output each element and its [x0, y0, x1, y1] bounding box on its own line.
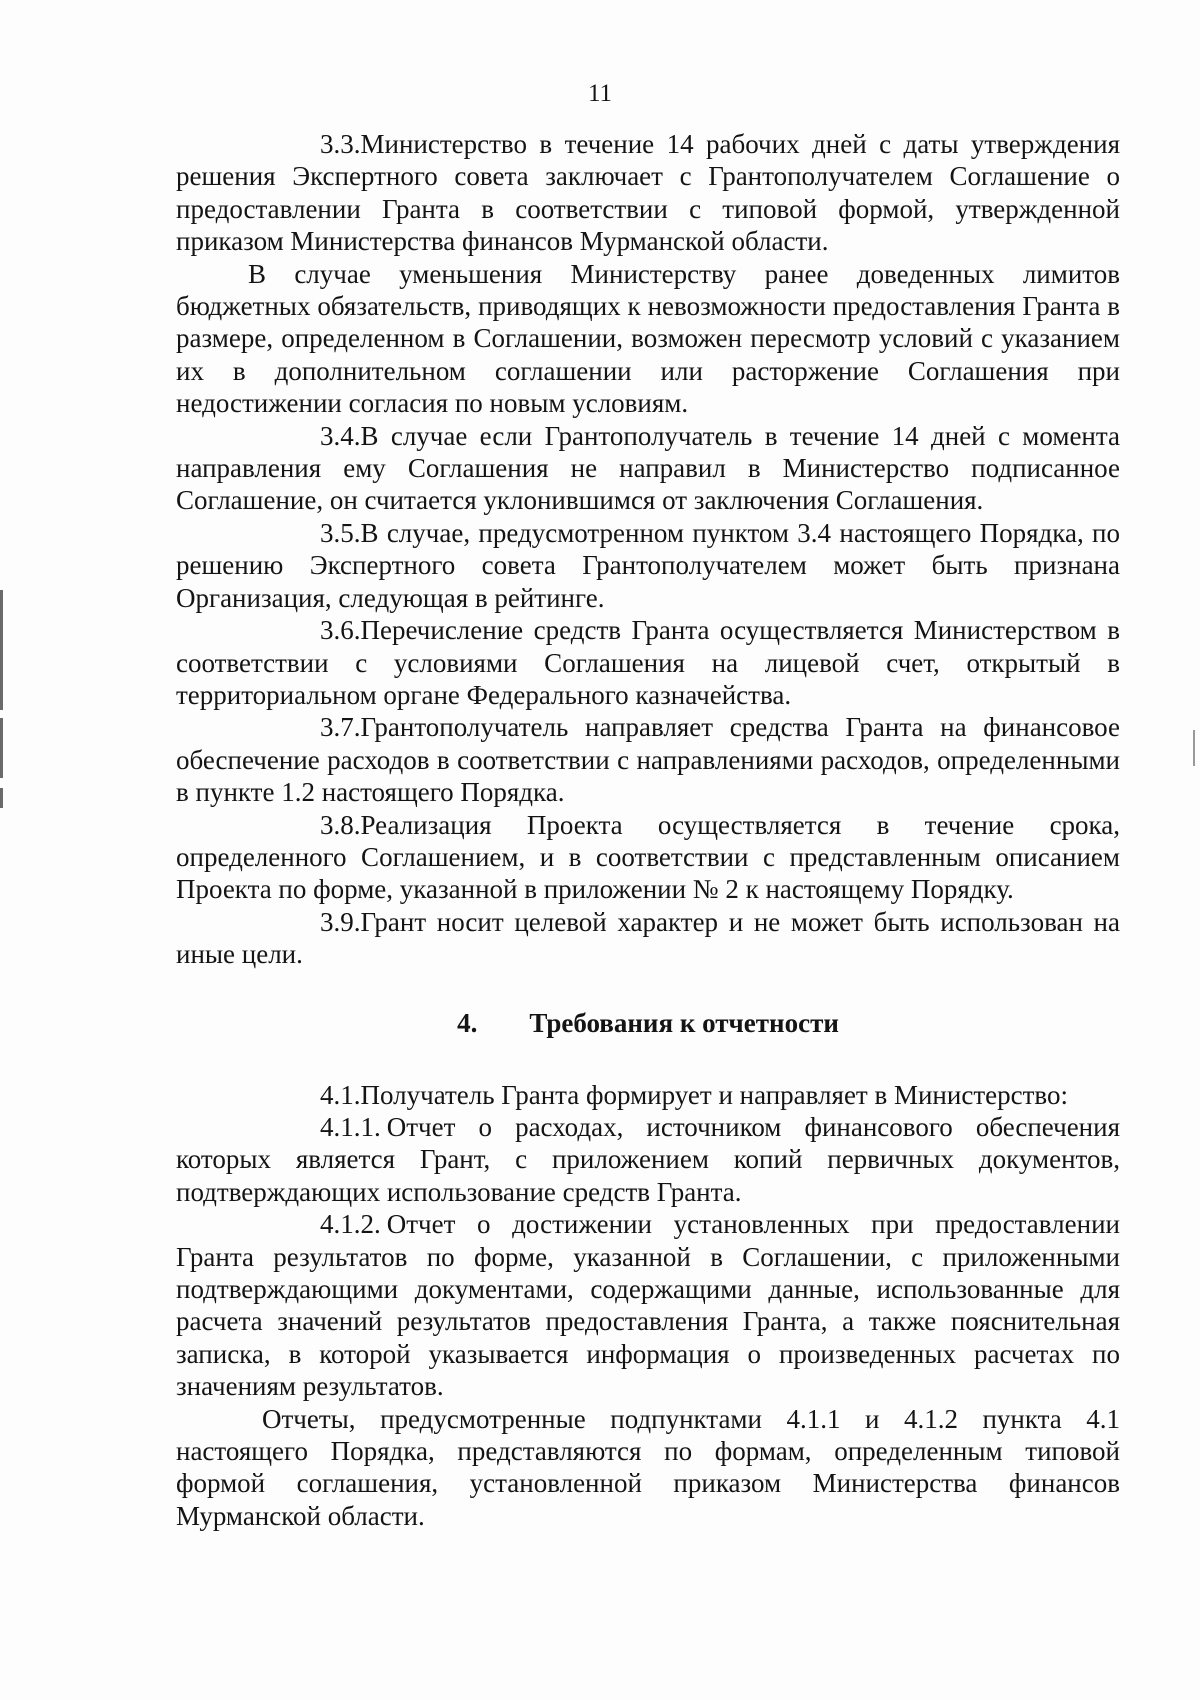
clause-3-4 [176, 420, 1120, 517]
clause-3-9 [176, 906, 1120, 971]
clause-4-1-2 [176, 1208, 1120, 1402]
clause-number: 3.6. [320, 615, 361, 646]
clause-text: Грантополучатель направляет средства Гранта на финансовое обеспечение расходов в соответствии с направлениями расходов, определенными в пункте 1.2 настоящего Порядка. [176, 712, 1120, 808]
clause-number: 3.3. [320, 129, 361, 159]
clause-text: Грант носит целевой характер и не может быть использован на иные цели. [176, 906, 1120, 970]
clause-3-8 [176, 809, 1120, 906]
clause-number: 3.8. [320, 809, 361, 840]
section-heading [176, 1007, 1120, 1039]
clause-text: Отчеты, предусмотренные подпунктами 4.1.1 и 4.1.2 пункта 4.1 настоящего Порядка, представляются по формам, определенным типовой формой соглашения, установленной приказом Министерства финансов Мурманской области. [176, 1403, 1120, 1531]
scan-edge-mark [0, 718, 3, 778]
clause-number: 4.1.1. [320, 1111, 381, 1142]
clause-3-5 [176, 517, 1120, 614]
clause-text: Отчет о расходах, источником финансового обеспечения которых является Грант, с приложением копий первичных документов, подтверждающих использование средств Гранта. [176, 1111, 1120, 1207]
clause-3-3 [176, 128, 1120, 258]
clause-3-3-continuation [176, 258, 1120, 420]
clause-text: В случае, предусмотренном пунктом 3.4 настоящего Порядка, по решению Экспертного совета Грантополучателем может быть признана Организация, следующая в рейтинге. [176, 517, 1120, 613]
clause-number: 3.9. [320, 906, 361, 937]
scan-edge-mark [1193, 730, 1195, 766]
clause-text: В случае уменьшения Министерству ранее доведенных лимитов бюджетных обязательств, приводящих к невозможности предоставления Гранта в размере, определенном в Соглашении, возможен пересмотр условий с указанием их в дополнительном соглашении или расторжение Соглашения при недостижении согласия по новым условиям. [176, 258, 1120, 419]
clause-4-1-1 [176, 1111, 1120, 1208]
clause-number: 3.4. [320, 420, 361, 451]
clause-4-1 [176, 1079, 1120, 1111]
clause-number: 3.7. [320, 712, 361, 743]
clause-number: 3.5. [320, 517, 361, 548]
clause-number: 4.1.2. [320, 1209, 381, 1240]
clause-number: 4.1. [320, 1079, 361, 1110]
document-body [176, 128, 1120, 1532]
page-number: 11 [587, 80, 613, 107]
section-title: Требования к отчетности [529, 1007, 839, 1038]
clause-3-6 [176, 614, 1120, 711]
clause-text: Получатель Гранта формирует и направляет в Министерство: [360, 1079, 1068, 1110]
clause-4-closing [176, 1403, 1120, 1533]
clause-text: Реализация Проекта осуществляется в течение срока, определенного Соглашением, и в соответствии с представленным описанием Проекта по форме, указанной в приложении № 2 к настоящему Порядку. [176, 809, 1120, 905]
clause-text: Отчет о достижении установленных при предоставлении Гранта результатов по форме, указанной в Соглашении, с приложенными подтверждающими документами, содержащими данные, использованные для расчета значений результатов предоставления Гранта, а также пояснительная записка, в которой указывается информация о произведенных расчетах по значениям результатов. [176, 1209, 1120, 1402]
section-number: 4. [457, 1007, 478, 1038]
clause-text: В случае если Грантополучатель в течение 14 дней с момента направления ему Соглашения не направил в Министерство подписанное Соглашение, он считается уклонившимся от заключения Соглашения. [176, 420, 1120, 516]
clause-3-7 [176, 711, 1120, 808]
scan-edge-mark [0, 590, 3, 710]
clause-text: Перечисление средств Гранта осуществляется Министерством в соответствии с условиями Соглашения на лицевой счет, открытый в территориальном органе Федерального казначейства. [176, 615, 1120, 710]
scan-edge-mark [0, 788, 3, 808]
clause-text: Министерство в течение 14 рабочих дней с даты утверждения решения Экспертного совета заключает с Грантополучателем Соглашение о предоставлении Гранта в соответствии с типовой формой, утвержденной приказом Министерства финансов Мурманской области. [176, 129, 1120, 257]
